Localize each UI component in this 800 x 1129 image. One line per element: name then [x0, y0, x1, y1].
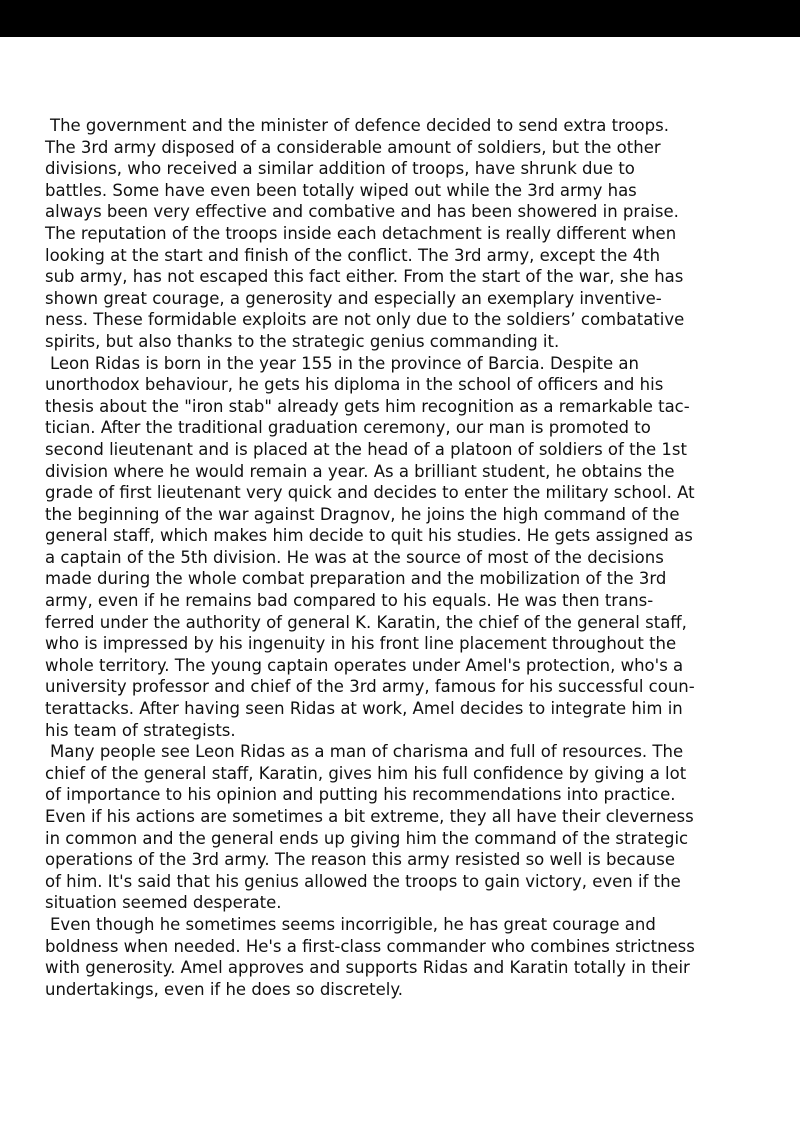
text-line: looking at the start and finish of the conflict. The 3rd army, except the 4th: [45, 245, 661, 265]
text-line: the beginning of the war against Dragnov, he joins the high command of the: [45, 504, 680, 524]
text-line: who is impressed by his ingenuity in his front line placement throughout the: [45, 634, 677, 654]
top-black-bar: [0, 0, 800, 37]
text-line: boldness when needed. He's a first-class commander who combines strictness: [45, 936, 695, 956]
text-line: sub army, has not escaped this fact either. From the start of the war, she has: [45, 267, 684, 287]
text-line: whole territory. The young captain operates under Amel's protection, who's a: [45, 655, 684, 675]
text-line: grade of first lieutenant very quick and decides to enter the military school. At: [45, 483, 695, 503]
text-line: with generosity. Amel approves and supports Ridas and Karatin totally in their: [45, 958, 690, 978]
text-line: division where he would remain a year. As a brilliant student, he obtains the: [45, 461, 675, 481]
text-line: situation seemed desperate.: [45, 893, 282, 913]
text-line: tician. After the traditional graduation ceremony, our man is promoted to: [45, 418, 651, 438]
text-line: shown great courage, a generosity and especially an exemplary inventive-: [45, 288, 662, 308]
text-line: undertakings, even if he does so discretely.: [45, 979, 403, 999]
text-line: army, even if he remains bad compared to his equals. He was then trans-: [45, 591, 654, 611]
text-line: his team of strategists.: [45, 720, 236, 740]
text-line: of him. It's said that his genius allowed the troops to gain victory, even if the: [45, 871, 681, 891]
document-body: [45, 115, 760, 1000]
text-line: Even though he sometimes seems incorrigible, he has great courage and: [50, 914, 656, 934]
text-line: Many people see Leon Ridas as a man of charisma and full of resources. The: [50, 742, 684, 762]
text-line: general staff, which makes him decide to quit his studies. He gets assigned as: [45, 526, 693, 546]
text-line: divisions, who received a similar addition of troops, have shrunk due to: [45, 159, 635, 179]
text-line: university professor and chief of the 3rd army, famous for his successful coun-: [45, 677, 695, 697]
text-line: The reputation of the troops inside each detachment is really different when: [45, 223, 677, 243]
paragraph: [45, 353, 760, 742]
text-line: thesis about the "iron stab" already gets him recognition as a remarkable tac-: [45, 396, 690, 416]
text-line: battles. Some have even been totally wiped out while the 3rd army has: [45, 180, 637, 200]
text-line: in common and the general ends up giving him the command of the strategic: [45, 828, 689, 848]
text-line: ness. These formidable exploits are not only due to the soldiers’ combatative: [45, 310, 685, 330]
text-line: unorthodox behaviour, he gets his diploma in the school of officers and his: [45, 375, 664, 395]
text-line: The 3rd army disposed of a considerable amount of soldiers, but the other: [45, 137, 661, 157]
paragraph: [45, 741, 760, 914]
text-line: ferred under the authority of general K. Karatin, the chief of the general staff,: [45, 612, 687, 632]
paragraph: [45, 914, 760, 1000]
text-line: made during the whole combat preparation and the mobilization of the 3rd: [45, 569, 667, 589]
text-line: Even if his actions are sometimes a bit extreme, they all have their cleverness: [45, 807, 694, 826]
text-line: Leon Ridas is born in the year 155 in the province of Barcia. Despite an: [50, 353, 639, 373]
text-line: of importance to his opinion and putting his recommendations into practice.: [45, 785, 676, 805]
text-line: operations of the 3rd army. The reason this army resisted so well is because: [45, 850, 675, 870]
text-line: terattacks. After having seen Ridas at work, Amel decides to integrate him in: [45, 699, 683, 719]
text-line: spirits, but also thanks to the strategic genius commanding it.: [45, 331, 560, 351]
text-line: always been very effective and combative and has been showered in praise.: [45, 202, 679, 222]
text-line: second lieutenant and is placed at the head of a platoon of soldiers of the 1st: [45, 439, 687, 459]
text-line: chief of the general staff, Karatin, gives him his full confidence by giving a lot: [45, 763, 687, 783]
text-line: a captain of the 5th division. He was at the source of most of the decisions: [45, 547, 664, 567]
text-line: The government and the minister of defence decided to send extra troops.: [50, 116, 669, 135]
paragraph: [45, 115, 760, 353]
